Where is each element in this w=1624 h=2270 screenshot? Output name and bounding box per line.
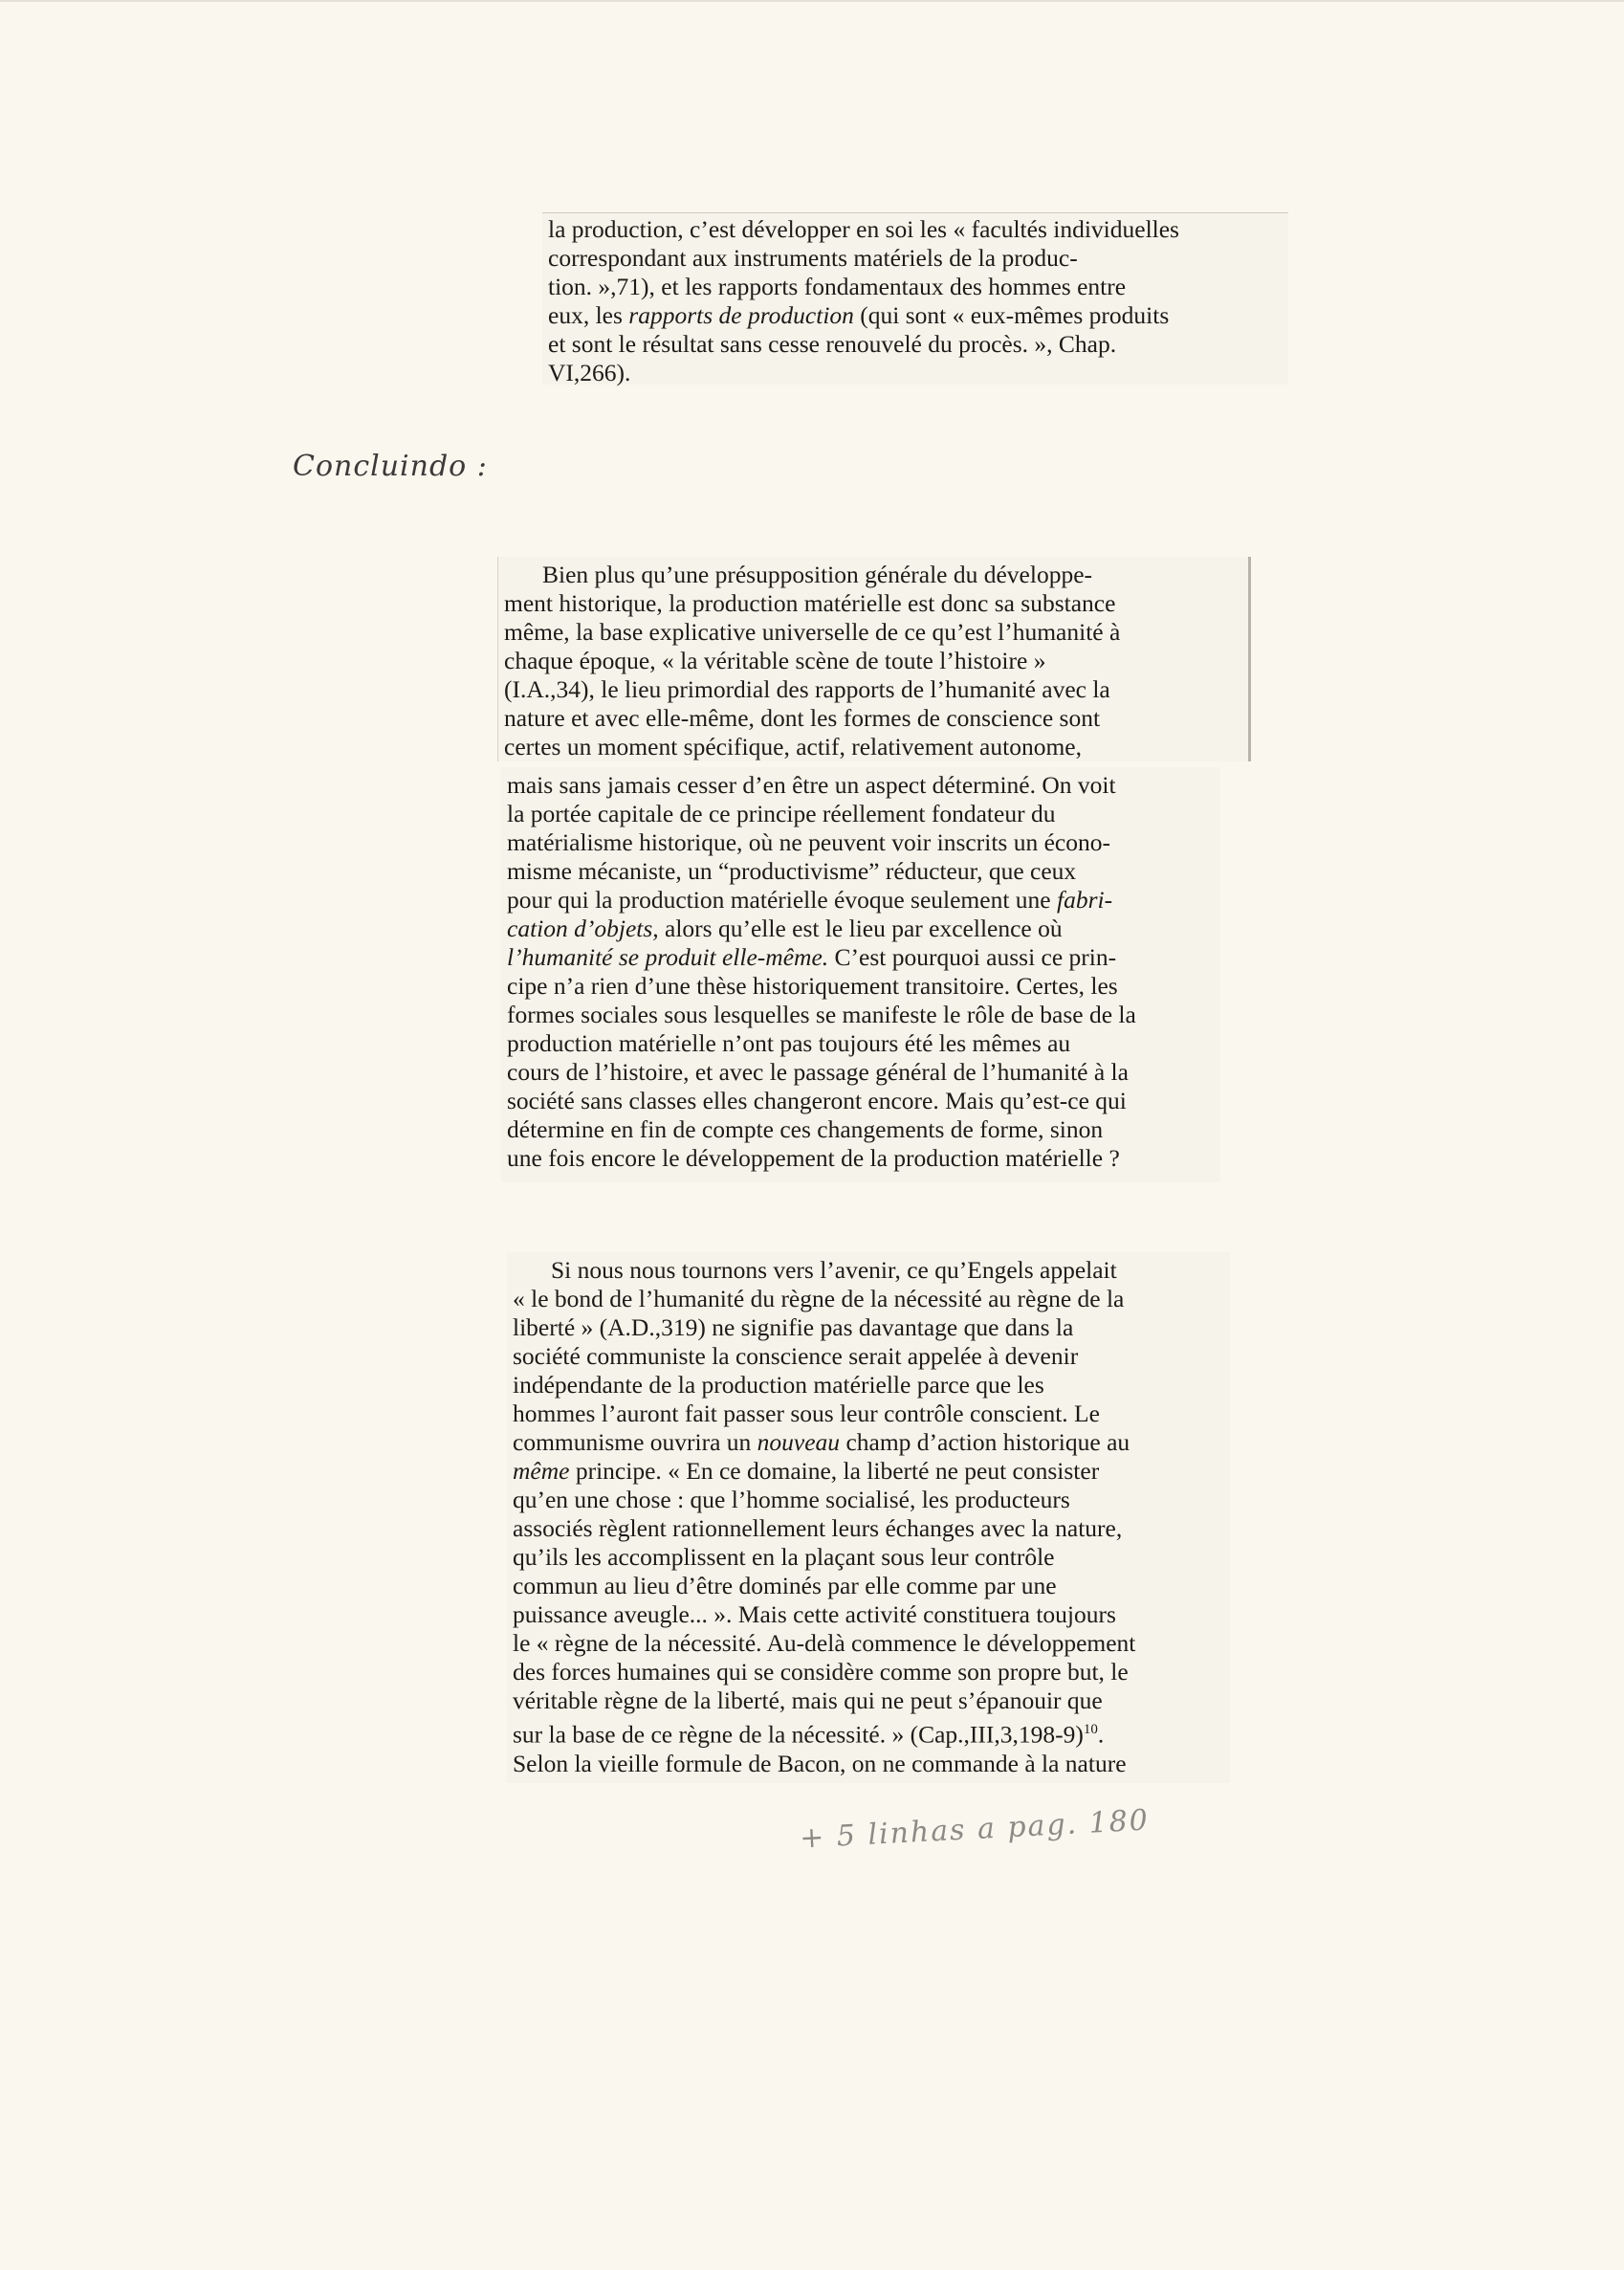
clip4-line: hommes l’auront fait passer sous leur contrôle conscient. Le: [513, 1399, 1100, 1427]
clip4-line: « le bond de l’humanité du règne de la nécessité au règne de la: [513, 1285, 1125, 1312]
clip3-text: pour qui la production matérielle évoque seulement une: [507, 886, 1057, 914]
clipping-4: [507, 1252, 1230, 1783]
clip4-text: principe. « En ce domaine, la liberté ne peut consister: [569, 1457, 1100, 1485]
clip4-line: société communiste la conscience serait appelée à devenir: [513, 1342, 1079, 1370]
clip4-italic: même: [513, 1457, 570, 1485]
clip2-line: ment historique, la production matérielle est donc sa substance: [504, 589, 1116, 617]
clip3-line: détermine en fin de compte ces changements de forme, sinon: [507, 1115, 1104, 1143]
clip4-line: [513, 1256, 1224, 1285]
clip3-line: formes sociales sous lesquelles se manifeste le rôle de base de la: [507, 1001, 1136, 1028]
clip4-line: le « règne de la nécessité. Au-delà commence le développement: [513, 1629, 1136, 1657]
handwritten-note-concluindo: Concluindo :: [293, 450, 488, 483]
clip3-line: cours de l’histoire, et avec le passage général de l’humanité à la: [507, 1058, 1129, 1086]
clip4-line: puissance aveugle... ». Mais cette activité constituera toujours: [513, 1600, 1116, 1628]
clip3-line: [507, 915, 1215, 943]
clip3-line: [507, 886, 1215, 915]
clip2-line: (I.A.,34), le lieu primordial des rapports de l’humanité avec la: [504, 675, 1110, 703]
footnote-marker: 10: [1083, 1722, 1098, 1737]
clip4-line: commun au lieu d’être dominés par elle comme par une: [513, 1572, 1057, 1599]
clipping-2: [497, 557, 1251, 761]
clip4-text: Si nous nous tournons vers l’avenir, ce qu’Engels appelait: [551, 1256, 1117, 1284]
clip3-italic: l’humanité se produit elle-même.: [507, 943, 829, 971]
clip4-line: Selon la vieille formule de Bacon, on ne commande à la nature: [513, 1749, 1127, 1777]
clip4-line: [513, 1715, 1224, 1750]
clip4-line: [513, 1428, 1224, 1457]
clip1-line: [548, 301, 1281, 330]
clip2-line: certes un moment spécifique, actif, relativement autonome,: [504, 733, 1082, 760]
clip3-line: société sans classes elles changeront encore. Mais qu’est-ce qui: [507, 1087, 1127, 1114]
clip4-line: [513, 1457, 1224, 1486]
clip1-line: VI,266).: [548, 359, 631, 386]
clip4-italic: nouveau: [757, 1428, 841, 1456]
clip2-line: chaque époque, « la véritable scène de toute l’histoire »: [504, 647, 1046, 674]
clip4-line: qu’en une chose : que l’homme socialisé, les producteurs: [513, 1486, 1070, 1513]
clip3-line: mais sans jamais cesser d’en être un aspect déterminé. On voit: [507, 771, 1116, 799]
clip3-line: matérialisme historique, où ne peuvent voir inscrits un écono-: [507, 828, 1110, 856]
clip4-line: indépendante de la production matérielle parce que les: [513, 1371, 1044, 1399]
clip4-text: champ d’action historique au: [840, 1428, 1130, 1456]
clip2-line: même, la base explicative universelle de ce qu’est l’humanité à: [504, 618, 1121, 646]
clip4-text: .: [1097, 1720, 1105, 1749]
clip3-text: alors qu’elle est le lieu par excellence où: [658, 915, 1063, 942]
clip3-line: la portée capitale de ce principe réellement fondateur du: [507, 800, 1056, 827]
clip4-text: sur la base de ce règne de la nécessité. » (Cap.,III,3,198-9): [513, 1720, 1084, 1749]
clip1-line: tion. »,71), et les rapports fondamentaux des hommes entre: [548, 273, 1127, 300]
clip1-text: eux, les: [548, 301, 629, 329]
clip3-line: production matérielle n’ont pas toujours été les mêmes au: [507, 1029, 1071, 1057]
clip4-line: des forces humaines qui se considère comme son propre but, le: [513, 1658, 1129, 1686]
clip4-line: liberté » (A.D.,319) ne signifie pas davantage que dans la: [513, 1313, 1074, 1341]
clip3-line: [507, 943, 1215, 972]
handwritten-note-page-ref: + 5 linhas a pag. 180: [799, 1803, 1151, 1856]
clip4-text: communisme ouvrira un: [513, 1428, 757, 1456]
clip1-line: et sont le résultat sans cesse renouvelé du procès. », Chap.: [548, 330, 1117, 358]
clip4-line: associés règlent rationnellement leurs échanges avec la nature,: [513, 1514, 1123, 1542]
clip1-italic: rapports de production: [628, 301, 854, 329]
clip1-text: (qui sont « eux-mêmes produits: [853, 301, 1170, 329]
clipping-3: [501, 767, 1220, 1182]
clip3-italic: fabri-: [1056, 886, 1113, 914]
clip1-line: la production, c’est développer en soi les « facultés individuelles: [548, 215, 1179, 243]
clip2-line: [504, 561, 1240, 589]
clip4-line: qu’ils les accomplissent en la plaçant sous leur contrôle: [513, 1543, 1055, 1571]
clipping-1: [542, 212, 1288, 385]
clip3-text: C’est pourquoi aussi ce prin-: [828, 943, 1117, 971]
clip2-line: nature et avec elle-même, dont les formes de conscience sont: [504, 704, 1101, 732]
clip3-italic: cation d’objets,: [507, 915, 659, 942]
clip3-line: misme mécaniste, un “productivisme” réducteur, que ceux: [507, 857, 1077, 885]
clip3-line: cipe n’a rien d’une thèse historiquement transitoire. Certes, les: [507, 972, 1118, 1000]
clip3-line: une fois encore le développement de la production matérielle ?: [507, 1144, 1120, 1172]
clip4-line: véritable règne de la liberté, mais qui ne peut s’épanouir que: [513, 1686, 1103, 1714]
clip2-text: Bien plus qu’une présupposition générale du développe-: [542, 561, 1093, 588]
clip1-line: correspondant aux instruments matériels de la produc-: [548, 244, 1078, 272]
